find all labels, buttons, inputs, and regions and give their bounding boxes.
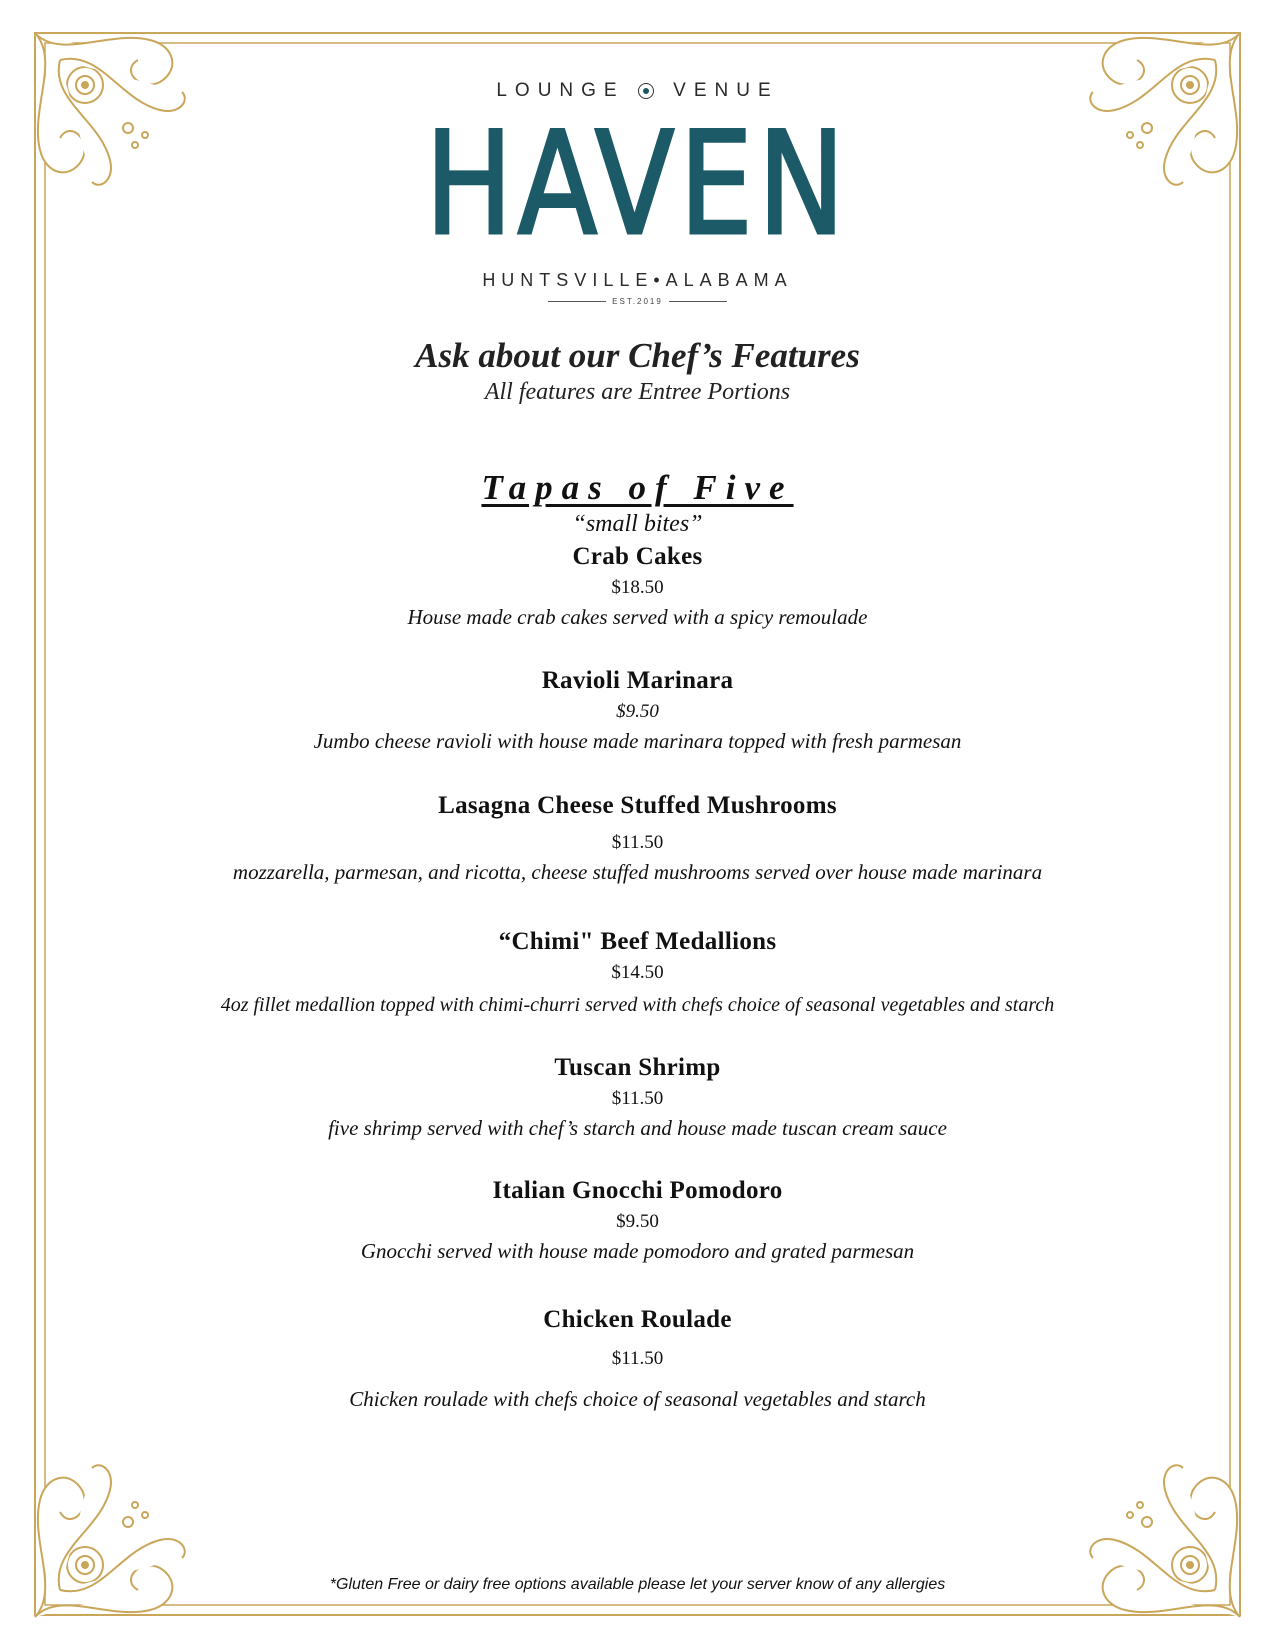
logo-divider-right bbox=[669, 301, 727, 302]
menu-item-name: Tuscan Shrimp bbox=[554, 1054, 721, 1081]
menu-item-description: Jumbo cheese ravioli with house made marinara topped with fresh parmesan bbox=[313, 729, 962, 753]
logo-tagline-right: VENUE bbox=[673, 80, 779, 101]
section-subtitle: “small bites” bbox=[572, 511, 703, 537]
logo-wordmark: HAVEN bbox=[425, 102, 850, 267]
menu-item bbox=[0, 542, 1275, 631]
chef-features-subtitle: All features are Entree Portions bbox=[484, 379, 791, 405]
menu-item-description: 4oz fillet medallion topped with chimi-churri served with chefs choice of seasonal vegetables and starch bbox=[220, 994, 1055, 1016]
logo-tagline-left: LOUNGE bbox=[496, 80, 625, 101]
chef-features-header bbox=[0, 335, 1275, 407]
chef-features-title: Ask about our Chef’s Features bbox=[415, 336, 860, 375]
logo-est-text: EST.2019 bbox=[612, 297, 663, 306]
logo-location: HUNTSVILLE•ALABAMA bbox=[482, 270, 793, 290]
menu-item-price: $18.50 bbox=[611, 577, 664, 598]
menu-item-description: House made crab cakes served with a spicy remoulade bbox=[407, 605, 868, 629]
venue-logo bbox=[0, 80, 1275, 306]
menu-item-name: Lasagna Cheese Stuffed Mushrooms bbox=[438, 792, 837, 819]
menu-item-name: Italian Gnocchi Pomodoro bbox=[492, 1177, 783, 1204]
section-title: Tapas of Five bbox=[481, 468, 794, 507]
logo-dot-icon bbox=[638, 83, 654, 99]
menu-item-description: Gnocchi served with house made pomodoro and grated parmesan bbox=[360, 1239, 915, 1263]
menu-item-description: Chicken roulade with chefs choice of seasonal vegetables and starch bbox=[349, 1387, 926, 1411]
menu-item-description: five shrimp served with chef’s starch and house made tuscan cream sauce bbox=[328, 1116, 947, 1140]
allergy-footnote: *Gluten Free or dairy free options available please let your server know of any allergies bbox=[329, 1576, 946, 1593]
tapas-section-header bbox=[0, 466, 1275, 538]
menu-item-price: $11.50 bbox=[611, 1348, 664, 1369]
menu-item bbox=[0, 1305, 1275, 1413]
menu-item bbox=[0, 791, 1275, 886]
menu-item-price: $14.50 bbox=[611, 962, 664, 983]
menu-item-price: $11.50 bbox=[611, 1088, 664, 1109]
menu-item-price: $11.50 bbox=[611, 832, 664, 853]
logo-established bbox=[0, 297, 1275, 306]
menu-item bbox=[0, 666, 1275, 755]
menu-item-price: $9.50 bbox=[616, 701, 659, 722]
menu-item-description: mozzarella, parmesan, and ricotta, cheese stuffed mushrooms served over house made marinara bbox=[232, 860, 1043, 884]
menu-item-price: $9.50 bbox=[616, 1211, 659, 1232]
menu-item bbox=[0, 1176, 1275, 1265]
menu-item bbox=[0, 927, 1275, 1019]
menu-item-name: Crab Cakes bbox=[572, 543, 703, 570]
logo-divider-left bbox=[548, 301, 606, 302]
menu-item-name: Chicken Roulade bbox=[543, 1306, 732, 1333]
menu-item bbox=[0, 1053, 1275, 1142]
menu-item-name: “Chimi" Beef Medallions bbox=[498, 928, 777, 955]
menu-item-name: Ravioli Marinara bbox=[541, 667, 734, 694]
